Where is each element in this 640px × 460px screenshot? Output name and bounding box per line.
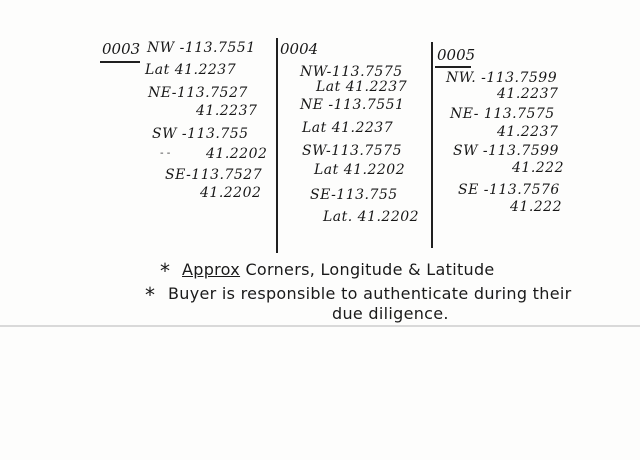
parcel-0003-se-longitude: SE-113.7527 <box>165 167 263 183</box>
parcel-0004-sw-latitude: Lat 41.2202 <box>314 162 406 178</box>
parcel-0005-se-latitude: 41.222 <box>510 199 562 215</box>
parcel-0005-sw-latitude: 41.222 <box>512 160 564 176</box>
stray-mark: - - <box>160 148 171 159</box>
parcel-0003-sw-latitude: 41.2202 <box>206 146 268 162</box>
parcel-0005-ne-longitude: NE- 113.7575 <box>450 106 555 122</box>
parcel-0003-nw-latitude: Lat 41.2237 <box>145 62 237 78</box>
parcel-id-0004: 0004 <box>280 40 319 58</box>
asterisk-icon: * <box>160 259 170 283</box>
parcel-0004-ne-longitude: NE -113.7551 <box>300 97 405 113</box>
parcel-0005-ne-latitude: 41.2237 <box>497 124 559 140</box>
parcel-0004-nw-longitude: NW-113.7575 <box>300 64 403 80</box>
column-divider-1 <box>276 38 278 253</box>
parcel-id-0005: 0005 <box>437 46 476 64</box>
parcel-0005-nw-latitude: 41.2237 <box>497 86 559 102</box>
column-divider-2 <box>431 42 433 248</box>
parcel-0005-sw-longitude: SW -113.7599 <box>453 143 559 159</box>
parcel-0004-ne-latitude: Lat 41.2237 <box>302 120 394 136</box>
parcel-id-underline <box>435 66 471 68</box>
parcel-0004-nw-latitude: Lat 41.2237 <box>316 79 408 95</box>
note-buyer-responsibility: Buyer is responsible to authenticate during their <box>168 284 572 303</box>
parcel-0005-se-longitude: SE -113.7576 <box>458 182 560 198</box>
parcel-0004-sw-longitude: SW-113.7575 <box>302 143 402 159</box>
note-approx-underlined: Approx <box>182 260 241 279</box>
parcel-0003-se-latitude: 41.2202 <box>200 185 262 201</box>
parcel-0003-nw-longitude: NW -113.7551 <box>147 40 256 56</box>
parcel-0003-ne-latitude: 41.2237 <box>196 103 258 119</box>
parcel-0003-ne-longitude: NE-113.7527 <box>148 85 248 101</box>
parcel-id-0003: 0003 <box>102 40 141 58</box>
note-approx <box>182 260 495 279</box>
parcel-0003-sw-longitude: SW -113.755 <box>152 126 249 142</box>
page-divider <box>0 325 640 327</box>
parcel-id-underline <box>100 61 140 63</box>
note-approx-rest: Corners, Longitude & Latitude <box>245 260 495 279</box>
parcel-0005-nw-longitude: NW. -113.7599 <box>446 70 558 86</box>
asterisk-icon: * <box>145 283 155 307</box>
note-due-diligence: due diligence. <box>332 304 449 323</box>
parcel-0004-se-longitude: SE-113.755 <box>310 187 398 203</box>
parcel-0004-se-latitude: Lat. 41.2202 <box>323 209 420 225</box>
